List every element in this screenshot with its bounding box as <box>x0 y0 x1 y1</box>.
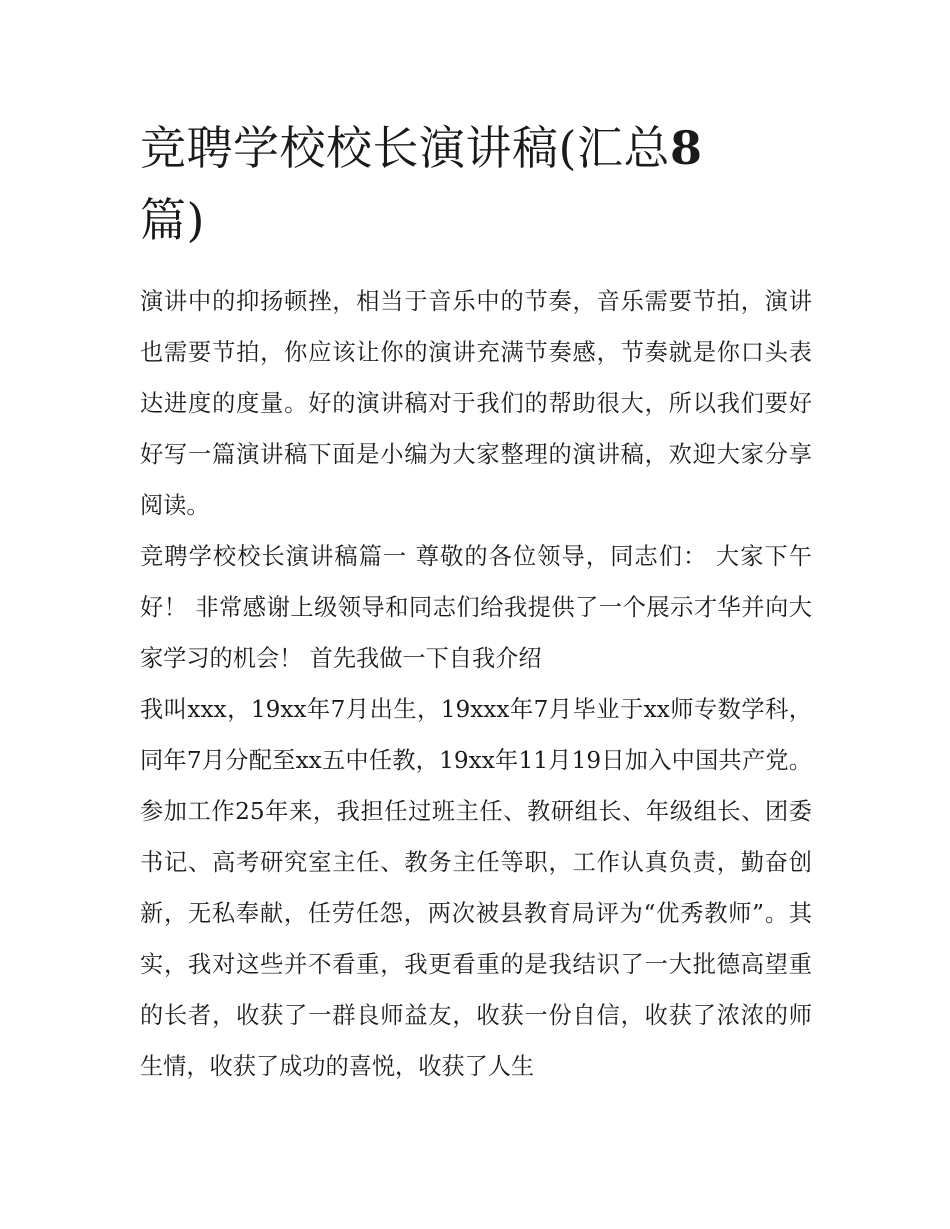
title-main: 竞聘学校校长演讲稿(汇总 <box>140 121 670 175</box>
document-title <box>140 112 812 256</box>
self-introduction-paragraph: 我叫xxx，19xx年7月出生，19xxx年7月毕业于xx师专数学科，同年7月分配至xx五中任教，19xx年11月19日加入中国共产党。参加工作25年来，我担任过班主任、教研组长、年级组长、团委书记、高考研究室主任、教务主任等职，工作认真负责，勤奋创新，无私奉献，任劳任怨，两次被县教育局评为“优秀教师”。其实，我对这些并不看重，我更看重的是我结识了一大批德高望重的长者，收获了一群良师益友，收获一份自信，收获了浓浓的师生情，收获了成功的喜悦，收获了人生 <box>140 696 812 1080</box>
document-page <box>140 112 812 1092</box>
title-end: 篇) <box>140 193 205 247</box>
intro-paragraph: 演讲中的抑扬顿挫，相当于音乐中的节奏，音乐需要节拍，演讲也需要节拍，你应该让你的演讲充满节奏感，节奏就是你口头表达进度的度量。好的演讲稿对于我们的帮助很大，所以我们要好好写一篇演讲稿下面是小编为大家整理的演讲稿，欢迎大家分享阅读。 <box>140 288 812 519</box>
speech-opening-paragraph: 竞聘学校校长演讲稿篇一 尊敬的各位领导，同志们： 大家下午好！ 非常感谢上级领导和同志们给我提供了一个展示才华并向大家学习的机会！ 首先我做一下自我介绍 <box>140 543 812 672</box>
title-number: 8 <box>669 121 703 175</box>
document-body <box>140 276 812 1092</box>
